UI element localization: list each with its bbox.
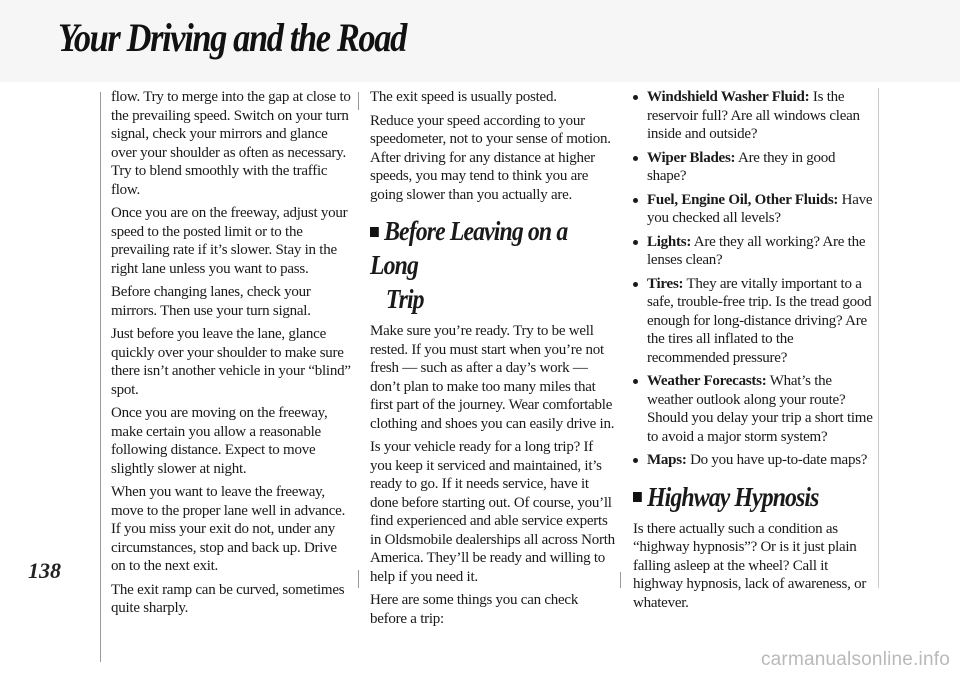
item-label: Wiper Blades:: [647, 149, 736, 166]
paragraph: Is your vehicle ready for a long trip? If you keep it serviced and maintained, it’s ready to go. If it needs service, have it done before starting out. Of course, you’ll find experienced and able service experts in Oldsmobile dealerships all across North America. They’ll be ready and willing to help if you need it.: [370, 439, 615, 585]
section-heading-highway-hypnosis: [633, 480, 844, 514]
bullet-icon: [633, 156, 638, 161]
list-item: [633, 233, 873, 270]
column-divider-top: [358, 92, 359, 110]
paragraph: Here are some things you can check before a trip:: [370, 592, 579, 627]
heading-line-1: Before Leaving on a Long: [370, 216, 568, 280]
paragraph: The exit speed is usually posted.: [370, 89, 557, 105]
item-text: Is the reservoir full? Are all windows clean inside and outside?: [647, 89, 860, 142]
bullet-icon: [633, 95, 638, 100]
text-column-1: [111, 88, 353, 623]
paragraph: Reduce your speed according to your speedometer, not to your sense of motion. After driving for any distance at higher speeds, you may tend to think you are going slower than you actually are.: [370, 112, 611, 203]
list-item: [633, 372, 873, 446]
item-text: Have you checked all levels?: [647, 191, 873, 226]
trip-checklist: [633, 88, 873, 470]
paragraph: Just before you leave the lane, glance quickly over your shoulder to make sure there isn’t another vehicle in your “blind” spot.: [111, 326, 351, 398]
bullet-icon: [633, 282, 638, 287]
square-bullet-icon: [370, 227, 379, 237]
list-item: [633, 88, 873, 144]
item-label: Tires:: [647, 275, 684, 292]
bullet-icon: [633, 240, 638, 245]
watermark: carmanualsonline.info: [760, 649, 950, 670]
paragraph: The exit ramp can be curved, sometimes quite sharply.: [111, 581, 345, 616]
item-label: Weather Forecasts:: [647, 373, 767, 389]
item-label: Fuel, Engine Oil, Other Fluids:: [647, 191, 839, 208]
section-heading-long-trip: [370, 214, 586, 316]
right-margin-rule: [878, 88, 879, 588]
item-text: They are vitally important to a safe, trouble-free trip. Is the tread good enough for long-distance driving? Are the tires all inflated to the recommended pressure?: [647, 275, 872, 366]
paragraph: flow. Try to merge into the gap at close to the prevailing speed. Switch on your turn signal, check your mirrors and glance over your shoulder as often as necessary. Try to blend smoothly with the traffic flow.: [111, 89, 351, 198]
item-label: Windshield Washer Fluid:: [647, 89, 810, 105]
list-item: [633, 191, 873, 228]
bullet-icon: [633, 458, 638, 463]
square-bullet-icon: [633, 492, 642, 502]
bullet-icon: [633, 379, 638, 384]
text-column-2: [370, 88, 615, 633]
heading-line-2: Trip: [385, 284, 424, 314]
item-text: Are they in good shape?: [647, 149, 836, 184]
paragraph: Before changing lanes, check your mirrors. Then use your turn signal.: [111, 284, 311, 319]
heading-text: Highway Hypnosis: [647, 481, 819, 512]
paragraph: Make sure you’re ready. Try to be well rested. If you must start when you’re not fresh — such as after a day’s work — don’t plan to make too many miles that first part of the journey. Wear comfortable clothing and shoes you can easily drive in.: [370, 323, 615, 432]
item-text: Are they all working? Are the lenses clean?: [647, 233, 866, 268]
list-item: [633, 149, 873, 186]
paragraph: Is there actually such a condition as “highway hypnosis”? Or is it just plain falling asleep at the wheel? Call it highway hypnosis, lack of awareness, or whatever.: [633, 520, 867, 611]
item-text: What’s the weather outlook along your route? Should you delay your trip a short time to avoid a major storm system?: [647, 373, 873, 445]
paragraph: Once you are moving on the freeway, make certain you allow a reasonable following distance. Expect to move slightly slower at night.: [111, 405, 328, 477]
item-label: Lights:: [647, 233, 692, 250]
page-number: 138: [28, 558, 61, 583]
left-margin-rule: [100, 92, 101, 662]
item-label: Maps:: [647, 452, 687, 468]
page-title: Your Driving and the Road: [58, 15, 406, 60]
text-column-3: [633, 88, 873, 617]
page-header: [0, 0, 960, 82]
column-divider-bottom: [358, 570, 359, 588]
column-divider-right-bottom: [620, 572, 621, 588]
item-text: Do you have up-to-date maps?: [690, 452, 868, 468]
paragraph: When you want to leave the freeway, move to the proper lane well in advance. If you miss your exit do not, under any circumstances, stop and back up. Drive on to the next exit.: [111, 484, 346, 574]
bullet-icon: [633, 198, 638, 203]
paragraph: Once you are on the freeway, adjust your speed to the posted limit or to the prevailing rate if it’s slower. Stay in the right lane unless you want to pass.: [111, 205, 348, 277]
list-item: [633, 275, 873, 368]
list-item: [633, 451, 873, 470]
